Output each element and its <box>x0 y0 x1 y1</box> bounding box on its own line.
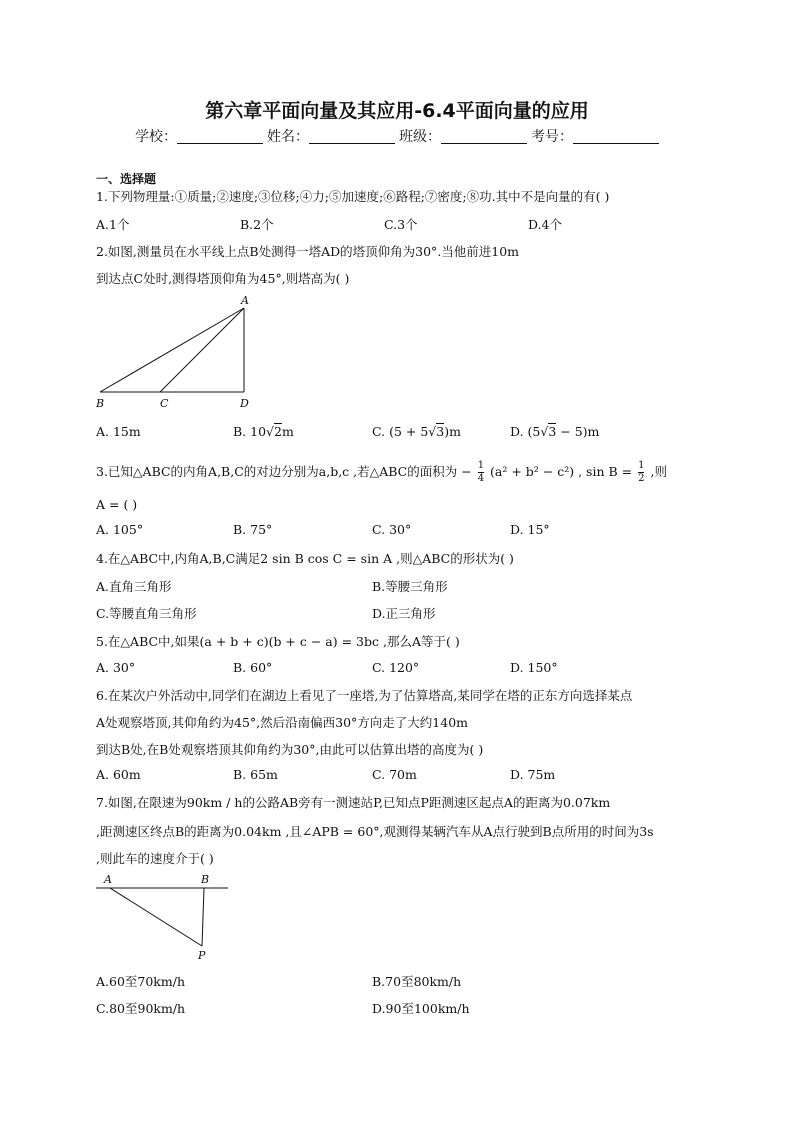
q2-label-b: B <box>96 397 105 410</box>
q3-stem-mid: (a² + b² − c²) , sin B = <box>490 464 633 479</box>
q5-option-a: A. 30° <box>96 660 136 675</box>
page-title: 第六章平面向量及其应用-6.4平面向量的应用 <box>205 100 589 122</box>
q3-frac-num: 1 <box>477 460 485 471</box>
q4-option-a: A.直角三角形 <box>96 579 172 594</box>
section-title: 一、选择题 <box>96 172 157 186</box>
q3-stem-2: A = ( ) <box>96 497 138 512</box>
q5-option-b: B. 60° <box>233 660 273 675</box>
q2-c-pre: C. (5 + 5 <box>372 424 429 439</box>
q3-fraction-half <box>638 460 644 485</box>
q2-option-a: A. 15m <box>96 424 141 439</box>
q4-stem: 4.在△ABC中,内角A,B,C满足2 sin B cos C = sin A ,则△ABC的形状为( ) <box>96 551 514 566</box>
q2-b-pre: B. 10 <box>233 424 267 439</box>
q3-frac2-num: 1 <box>638 460 645 471</box>
q5-option-d: D. 150° <box>510 660 558 675</box>
q3-option-a: A. 105° <box>96 522 144 537</box>
q7-line-bp <box>202 888 204 946</box>
q1-option-d: D.4个 <box>528 217 563 232</box>
class-label: 班级： <box>399 129 441 145</box>
q7-stem-1: 7.如图,在限速为90km / h的公路AB旁有一测速站P,已知点P距测速区起点A的距离为0.07km <box>96 795 611 810</box>
school-label: 学校： <box>135 129 177 145</box>
q7-line-ap <box>110 888 202 946</box>
q2-c-post: )m <box>444 424 461 439</box>
q3-frac2-den: 2 <box>638 473 645 484</box>
q1-option-c: C.3个 <box>384 217 418 232</box>
name-label: 姓名： <box>267 129 309 145</box>
q2-d-pre: D. (5 <box>510 424 541 439</box>
q7-option-b: B.70至80km/h <box>372 974 462 989</box>
q2-b-radicand: 2 <box>274 424 282 439</box>
exam-no-label: 考号： <box>531 129 573 145</box>
q3-option-d: D. 15° <box>510 522 550 537</box>
q4-option-d: D.正三角形 <box>372 606 436 621</box>
q2-stem-2: 到达点C处时,测得塔顶仰角为45°,则塔高为( ) <box>96 271 350 286</box>
q1-option-b: B.2个 <box>240 217 274 232</box>
q2-c-radicand: 3 <box>436 424 445 439</box>
q5-option-c: C. 120° <box>372 660 420 675</box>
q3-stem-1 <box>96 460 667 485</box>
student-info-line <box>0 126 794 146</box>
q6-stem-3: 到达B处,在B处观察塔顶其仰角约为30°,由此可以估算出塔的高度为( ) <box>96 742 484 757</box>
q2-tower-diagram <box>90 292 270 414</box>
q2-option-d: D. (5√3 − 5)m <box>510 424 600 439</box>
q7-stem-3: ,则此车的速度介于( ) <box>96 851 214 866</box>
q7-stem-2: ,距测速区终点B的距离为0.04km ,且∠APB = 60°,观测得某辆汽车从A点行驶到B点所用的时间为3s <box>96 824 654 839</box>
q7-option-c: C.80至90km/h <box>96 1001 186 1016</box>
q5-stem: 5.在△ABC中,如果(a + b + c)(b + c − a) = 3bc ,那么A等于( ) <box>96 634 460 649</box>
q3-stem-pre: 3.已知△ABC的内角A,B,C的对边分别为a,b,c ,若△ABC的面积为 − <box>96 464 472 479</box>
q2-option-c: C. (5 + 5√3)m <box>372 424 461 439</box>
school-blank[interactable] <box>177 129 263 144</box>
q7-label-a: A <box>104 873 112 886</box>
q6-option-d: D. 75m <box>510 767 556 782</box>
q6-stem-1: 6.在某次户外活动中,同学们在湖边上看见了一座塔,为了估算塔高,某同学在塔的正东方向选择某点 <box>96 688 633 703</box>
q2-d-radicand: 3 <box>548 424 557 439</box>
class-blank[interactable] <box>441 129 527 144</box>
q2-stem-1: 2.如图,测量员在水平线上点B处测得一塔AD的塔顶仰角为30°.当他前进10m <box>96 244 520 259</box>
q3-option-b: B. 75° <box>233 522 273 537</box>
q3-fraction-quarter <box>478 460 484 485</box>
q6-option-c: C. 70m <box>372 767 417 782</box>
q4-option-c: C.等腰直角三角形 <box>96 606 197 621</box>
q7-label-p: P <box>198 949 206 962</box>
q7-speed-diagram <box>94 870 234 962</box>
q2-label-a: A <box>241 294 249 307</box>
q6-option-a: A. 60m <box>96 767 141 782</box>
exam-no-blank[interactable] <box>573 129 659 144</box>
q4-option-b: B.等腰三角形 <box>372 579 448 594</box>
q6-option-b: B. 65m <box>233 767 278 782</box>
q6-stem-2: A处观察塔顶,其仰角约为45°,然后沿南偏西30°方向走了大约140m <box>96 715 468 730</box>
q2-label-d: D <box>240 397 249 410</box>
q2-label-c: C <box>160 397 169 410</box>
q3-frac-den: 4 <box>477 473 485 484</box>
q3-stem-post: ,则 <box>650 464 667 479</box>
q1-option-a: A.1个 <box>96 217 130 232</box>
q1-stem: 1.下列物理量:①质量;②速度;③位移;④力;⑤加速度;⑥路程;⑦密度;⑧功.其中不是向量的有( ) <box>96 189 610 204</box>
q2-option-b: B. 10√2m <box>233 424 294 439</box>
q7-label-b: B <box>201 873 210 886</box>
q3-option-c: C. 30° <box>372 522 412 537</box>
q7-option-d: D.90至100km/h <box>372 1001 470 1016</box>
q2-b-post: m <box>281 424 294 439</box>
q7-option-a: A.60至70km/h <box>96 974 186 989</box>
name-blank[interactable] <box>309 129 395 144</box>
q2-d-post: − 5)m <box>556 424 600 439</box>
